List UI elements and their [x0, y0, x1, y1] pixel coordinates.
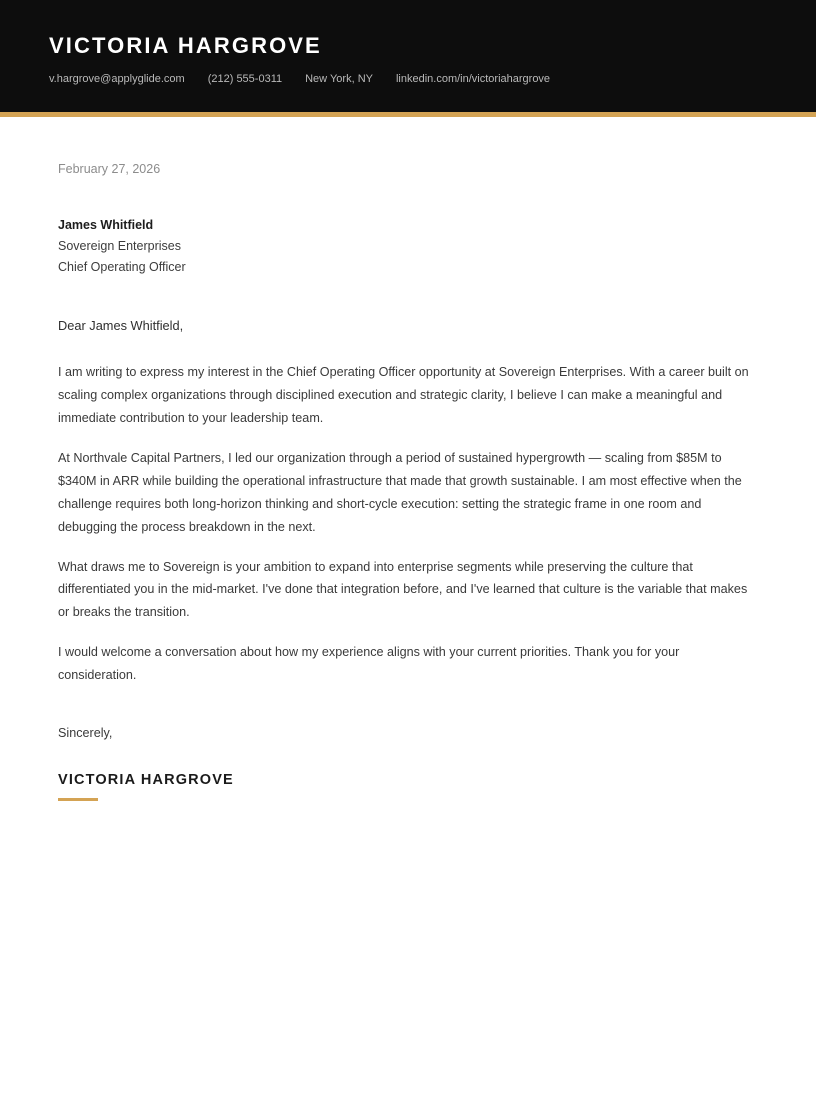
signature-accent-rule: [58, 798, 98, 801]
letter-paragraph-1: I am writing to express my interest in the Chief Operating Officer opportunity at Sovereign Enterprises. With a career built on scaling complex organizations through disciplined execution and strategic clarity, I believe I can make a meaningful and immediate contribution to your leadership team.: [58, 365, 749, 425]
salutation: Dear James Whitfield,: [58, 317, 184, 333]
letter-paragraph-3: What draws me to Sovereign is your ambition to expand into enterprise segments while preserving the culture that differentiated you in the mid-market. I've done that integration before, and I've learned that culture is the variable that makes or breaks the transition.: [58, 559, 748, 620]
contact-phone[interactable]: (212) 555-0311: [207, 73, 283, 86]
contact-line: [49, 72, 767, 86]
signature-block: [58, 772, 758, 801]
contact-location: New York, NY: [305, 73, 373, 86]
contact-email[interactable]: v.hargrove@applyglide.com: [49, 73, 185, 86]
closing-salutation: Sincerely,: [58, 726, 113, 741]
recipient-block: [58, 215, 758, 278]
letter-paragraph-4: I would welcome a conversation about how my experience aligns with your current priorities. Thank you for your consideration.: [58, 645, 680, 683]
header-inner: [0, 34, 816, 86]
recipient-company: Sovereign Enterprises: [58, 238, 181, 253]
recipient-name: James Whitfield: [58, 217, 154, 232]
letter-body: [0, 117, 816, 800]
letter-header: [0, 0, 816, 117]
candidate-name: VICTORIA HARGROVE: [49, 33, 322, 58]
contact-linkedin[interactable]: linkedin.com/in/victoriahargrove: [395, 73, 551, 86]
signature-name: VICTORIA HARGROVE: [58, 772, 234, 789]
letter-paragraph-2: At Northvale Capital Partners, I led our organization through a period of sustained hypergrowth — scaling from $85M to $340M in ARR while building the operational infrastructure that made that growth sustainable. I am most effective when the challenge requires both long-horizon thinking and short-cycle execution: setting the strategic frame in one room and debugging the process breakdown in the next.: [58, 450, 742, 534]
recipient-title: Chief Operating Officer: [58, 259, 186, 274]
letter-date: February 27, 2026: [58, 162, 161, 177]
